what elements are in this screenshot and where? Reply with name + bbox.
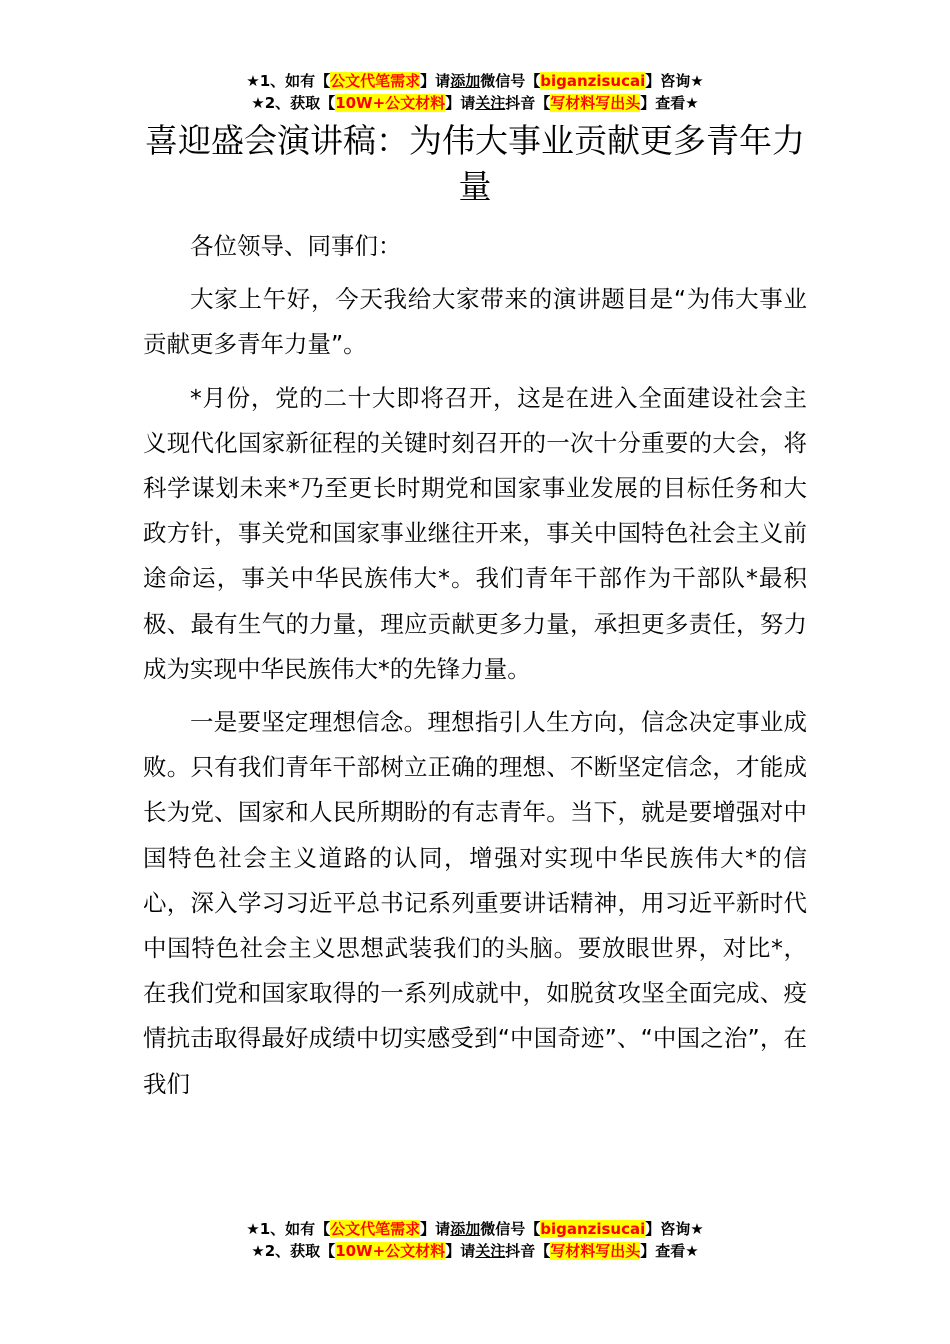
banner-text: ★2、获取【 bbox=[251, 1242, 336, 1260]
banner-underlined: 添加 bbox=[450, 72, 481, 90]
paragraph-intro: *月份，党的二十大即将召开，这是在进入全面建设社会主义现代化国家新征程的关键时刻召开的一次十分重要的大会，将科学谋划未来*乃至更长时期党和国家事业发展的目标任务和大政方针，事关党和国家事业继往开来，事关中国特色社会主义前途命运，事关中华民族伟大*。我们青年干部作为干部队*最积极、最有生气的力量，理应贡献更多力量，承担更多责任，努力成为实现中华民族伟大*的先锋力量。 bbox=[143, 383, 807, 683]
banner-text: 微信号【 bbox=[480, 1220, 541, 1238]
banner-line-2 bbox=[0, 92, 950, 114]
banner-text: ★1、如有【 bbox=[246, 1220, 331, 1238]
footer-banner bbox=[0, 1218, 950, 1262]
document-title: 喜迎盛会演讲稿：为伟大事业贡献更多青年力量 bbox=[145, 121, 805, 206]
banner-text: 】请 bbox=[445, 1242, 476, 1260]
banner-text: 】查看★ bbox=[640, 94, 699, 112]
banner-text: ★1、如有【 bbox=[246, 72, 331, 90]
paragraph-greeting: 大家上午好，今天我给大家带来的演讲题目是“为伟大事业贡献更多青年力量”。 bbox=[143, 285, 807, 359]
banner-highlight: 公文代笔需求 bbox=[330, 72, 421, 90]
banner-underlined: 关注 bbox=[475, 94, 506, 112]
banner-text: 】请 bbox=[445, 94, 476, 112]
banner-text: 】请 bbox=[420, 72, 451, 90]
banner-text: 】查看★ bbox=[640, 1242, 699, 1260]
banner-highlight: 写材料写出头 bbox=[550, 1242, 641, 1260]
banner-highlight: 10W+公文材料 bbox=[335, 1242, 446, 1260]
banner-text: 】咨询★ bbox=[645, 72, 704, 90]
banner-highlight: biganzisucai bbox=[540, 72, 646, 90]
banner-text: 抖音【 bbox=[505, 1242, 551, 1260]
banner-underlined: 关注 bbox=[475, 1242, 506, 1260]
banner-line-1 bbox=[0, 1218, 950, 1240]
banner-line-2 bbox=[0, 1240, 950, 1262]
banner-highlight: 写材料写出头 bbox=[550, 94, 641, 112]
banner-highlight: 公文代笔需求 bbox=[330, 1220, 421, 1238]
banner-text: ★2、获取【 bbox=[251, 94, 336, 112]
banner-text: 抖音【 bbox=[505, 94, 551, 112]
banner-text: 】请 bbox=[420, 1220, 451, 1238]
document-body bbox=[143, 224, 807, 1115]
banner-text: 】咨询★ bbox=[645, 1220, 704, 1238]
banner-line-1 bbox=[0, 70, 950, 92]
paragraph-salutation: 各位领导、同事们： bbox=[190, 232, 402, 260]
banner-text: 微信号【 bbox=[480, 72, 541, 90]
banner-underlined: 添加 bbox=[450, 1220, 481, 1238]
banner-highlight: 10W+公文材料 bbox=[335, 94, 446, 112]
banner-highlight: biganzisucai bbox=[540, 1220, 646, 1238]
header-banner bbox=[0, 70, 950, 114]
paragraph-point-one: 一是要坚定理想信念。理想指引人生方向，信念决定事业成败。只有我们青年干部树立正确的理想、不断坚定信念，才能成长为党、国家和人民所期盼的有志青年。当下，就是要增强对中国特色社会主义道路的认同，增强对实现中华民族伟大*的信心，深入学习习近平总书记系列重要讲话精神，用习近平新时代中国特色社会主义思想武装我们的头脑。要放眼世界，对比*，在我们党和国家取得的一系列成就中，如脱贫攻坚全面完成、疫情抗击取得最好成绩中切实感受到“中国奇迹”、“中国之治”，在我们 bbox=[143, 708, 807, 1098]
